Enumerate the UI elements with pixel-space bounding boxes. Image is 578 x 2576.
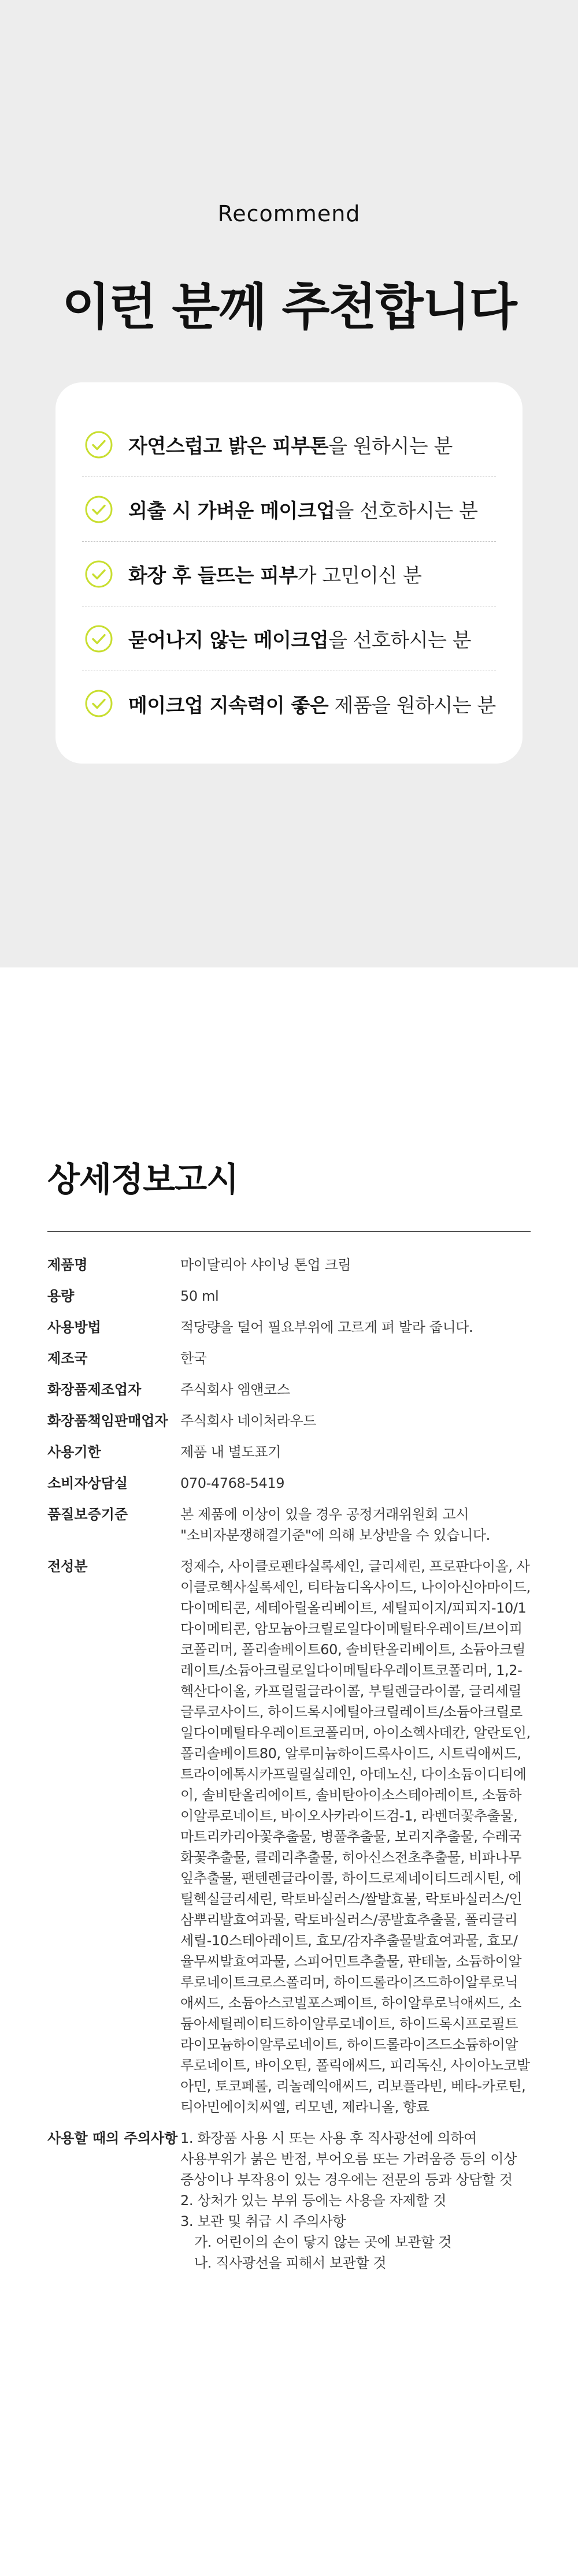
recommend-eyebrow: Recommend	[217, 201, 361, 226]
spec-label: 제품명	[47, 1257, 88, 1273]
recommend-item	[82, 671, 496, 736]
spec-value: 제품 내 별도표기	[180, 1444, 281, 1460]
spec-label: 제조국	[47, 1350, 88, 1367]
spec-label: 품질보증기준	[47, 1506, 128, 1522]
recommend-item-text: 화장 후 들뜨는 피부가 고민이신 분	[128, 564, 422, 587]
spec-row-product-name	[47, 1255, 531, 1275]
spec-row-warranty	[47, 1504, 531, 1546]
check-circle-icon	[84, 560, 113, 589]
caution-line: 나. 직사광선을 피해서 보관할 것	[194, 2255, 387, 2271]
recommend-item	[82, 412, 496, 477]
recommend-item-text: 외출 시 가벼운 메이크업을 선호하시는 분	[128, 500, 478, 523]
check-circle-icon	[84, 624, 113, 653]
recommend-item	[82, 606, 496, 671]
spec-value: 본 제품에 이상이 있을 경우 공정거래위원회 고시 "소비자분쟁해결기준"에 의해 보상받을 수 있습니다.	[180, 1506, 490, 1543]
spec-value: 마이달리아 샤이닝 톤업 크림	[180, 1257, 351, 1273]
spec-row-cautions	[47, 2128, 531, 2273]
spec-value: 50 ml	[180, 1288, 219, 1304]
spec-label: 사용기한	[47, 1444, 101, 1460]
recommend-title: 이런 분께 추천합니다	[62, 278, 516, 336]
spec-row-contact	[47, 1473, 531, 1494]
spec-row-volume	[47, 1286, 531, 1306]
spec-value: 주식회사 엠앤코스	[180, 1382, 290, 1398]
spec-label: 사용방법	[47, 1319, 101, 1335]
spec-value-cautions	[180, 2128, 531, 2273]
caution-line: 1. 화장품 사용 시 또는 사용 후 직사광선에 의하여 사용부위가 붉은 반점, 부어오름 또는 가려움증 등의 이상 증상이나 부작용이 있는 경우에는 전문의 등과 상담할 것	[180, 2130, 517, 2188]
recommend-card	[55, 382, 523, 764]
recommend-section	[0, 0, 578, 967]
caution-line: 3. 보관 및 취급 시 주의사항	[180, 2213, 346, 2229]
spec-value: 070-4768-5419	[180, 1475, 285, 1491]
spec-value: 정제수, 사이클로펜타실록세인, 글리세린, 프로판다이올, 사이클로헥사실록세인, 티타늄디옥사이드, 나이아신아마이드, 다이메티콘, 세테아릴올리베이트, 세틸피이지/피피지-10/1다이메티콘, 암모늄아크릴로일다이메틸타우레이트/브이피코폴리머, 폴리솔베이트60, 솔비탄올리베이트, 소듐아크릴레이트/소듐아크릴로일다이메틸타우레이트코폴리머, 1,2-헥산다이올, 카프릴릴글라이콜, 부틸렌글라이콜, 글리세릴글루코사이드, 하이드록시에틸아크릴레이트/소듐아크릴로일다이메틸타우레이트코폴리머, 아이소헥사데칸, 알란토인, 폴리솔베이트80, 알루미늄하이드록사이드, 시트릭애씨드, 트라이에톡시카프릴릴실레인, 아데노신, 다이소듐이디티에이, 솔비탄올리에이트, 솔비탄아이소스테아레이트, 소듐하이알루로네이트, 바이오사카라이드검-1, 라벤더꽃추출물, 마트리카리아꽃추출물, 병풀추출물, 보리지추출물, 수레국화꽃추출물, 클레리추출물, 히아신스전초추출물, 비파나무잎추출물, 팬텐렌글라이콜, 하이드로제네이티드레시틴, 에틸헥실글리세린, 락토바실러스/쌀발효물, 락토바실러스/인삼뿌리발효여과물, 락토바실러스/콩발효추출물, 폴리글리세릴-10스테아레이트, 효모/감자추출물발효여과물, 효모/율무씨발효여과물, 스피어민트추출물, 판테놀, 소듐하이알루로네이트크로스폴리머, 하이드롤라이즈드하이알루로닉애씨드, 소듐아스코빌포스페이트, 하이알루로닉애씨드, 소듐아세틸레이티드하이알루로네이트, 하이드록시프로필트라이모늄하이알루로네이트, 하이드롤라이즈드소듐하이알루로네이트, 바이오틴, 폴릭애씨드, 피리독신, 사이아노코발아민, 토코페롤, 리놀레익애씨드, 리보플라빈, 베타-카로틴, 티아민에이치씨엘, 리모넨, 제라니올, 향료	[180, 1558, 531, 2115]
notice-divider	[47, 1231, 531, 1232]
spec-label: 소비자상담실	[47, 1475, 128, 1491]
caution-line: 2. 상처가 있는 부위 등에는 사용을 자제할 것	[180, 2192, 447, 2209]
spec-row-manufacturer	[47, 1379, 531, 1400]
spec-label: 화장품제조업자	[47, 1382, 142, 1398]
check-circle-icon	[84, 495, 113, 524]
spec-table	[47, 1255, 531, 2284]
spec-value: 한국	[180, 1350, 207, 1367]
spec-row-ingredients	[47, 1556, 531, 2117]
check-circle-icon	[84, 430, 113, 459]
recommend-item-text: 메이크업 지속력이 좋은 제품을 원하시는 분	[128, 694, 496, 717]
spec-label: 용량	[47, 1288, 75, 1304]
spec-value: 주식회사 네이처라우드	[180, 1413, 317, 1429]
check-circle-icon	[84, 689, 113, 718]
spec-label: 화장품책임판매업자	[47, 1413, 168, 1429]
notice-title: 상세정보고시	[47, 1160, 239, 1199]
spec-row-country	[47, 1348, 531, 1369]
spec-row-expiry	[47, 1442, 531, 1462]
spec-label: 사용할 때의 주의사항	[47, 2130, 178, 2146]
recommend-item	[82, 477, 496, 542]
spec-value: 적당량을 덜어 필요부위에 고르게 펴 발라 줍니다.	[180, 1319, 473, 1335]
spec-row-usage	[47, 1317, 531, 1338]
recommend-item-text: 자연스럽고 밝은 피부톤을 원하시는 분	[128, 435, 453, 458]
spec-row-distributor	[47, 1410, 531, 1431]
spec-label: 전성분	[47, 1558, 88, 1574]
recommend-item	[82, 542, 496, 606]
recommend-item-text: 묻어나지 않는 메이크업을 선호하시는 분	[128, 629, 472, 652]
caution-line: 가. 어린이의 손이 닿지 않는 곳에 보관할 것	[194, 2234, 452, 2250]
